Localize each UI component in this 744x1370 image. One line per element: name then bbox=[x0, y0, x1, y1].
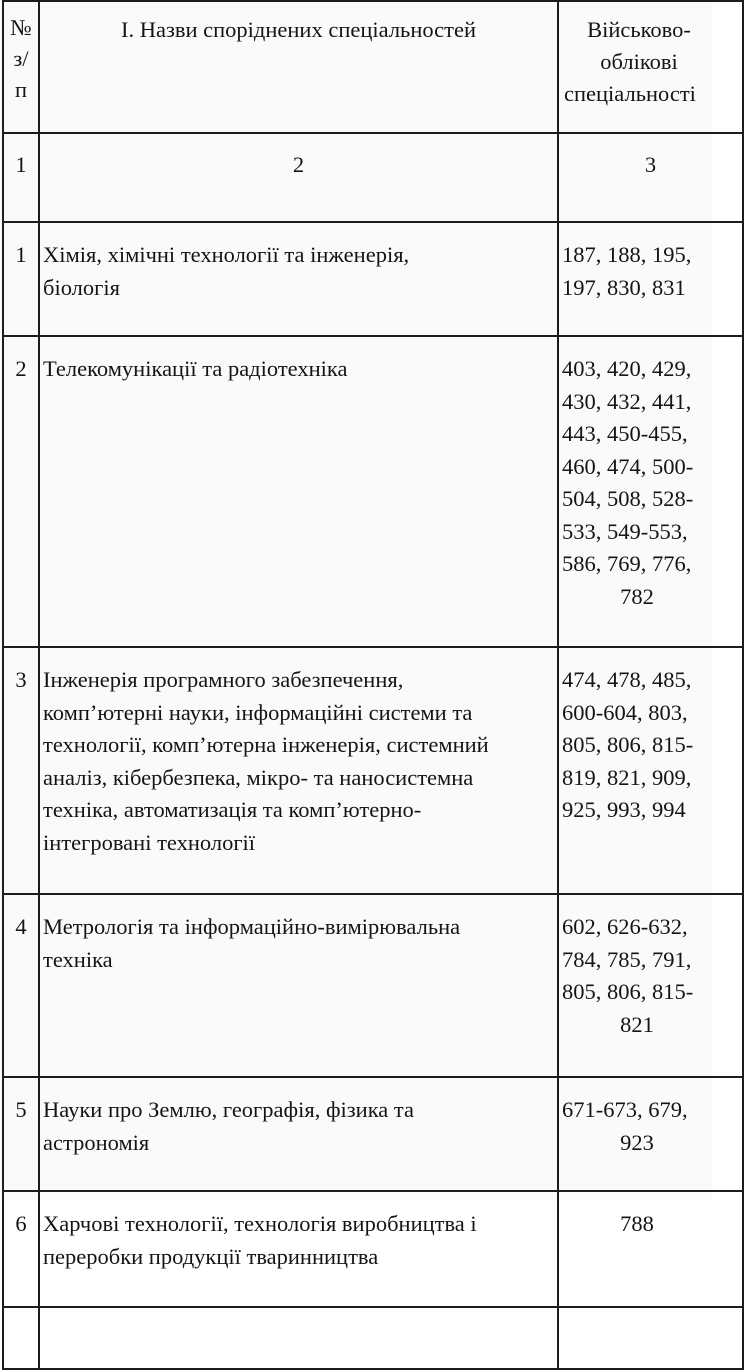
vos-code-line: 602, 626-632, bbox=[562, 914, 688, 939]
vos-code-line: 819, 821, 909, bbox=[562, 764, 692, 790]
column-index-row bbox=[3, 133, 743, 222]
specialties-table bbox=[2, 0, 744, 1370]
header-number-line: п bbox=[14, 77, 28, 102]
specialty-name-line: технології, комп’ютерна інженерія, системний bbox=[43, 732, 489, 757]
specialty-name-cell bbox=[39, 1077, 558, 1191]
specialty-name-line: Харчові технології, технологія виробництва і bbox=[43, 1211, 477, 1236]
specialty-name-line: аналіз, кібербезпека, мікро- та наносистемна bbox=[43, 764, 474, 790]
vos-code-line: 671-673, 679, bbox=[562, 1097, 688, 1122]
header-vos-line: облікові bbox=[600, 49, 678, 74]
vos-code-line: 784, 785, 791, bbox=[562, 946, 692, 972]
vos-code-line: 474, 478, 485, bbox=[562, 667, 692, 692]
header-number-line: з/ bbox=[13, 46, 29, 71]
table-cell-empty bbox=[39, 1307, 558, 1369]
header-number-line: № bbox=[10, 15, 32, 40]
column-index-cell: 2 bbox=[39, 133, 558, 222]
specialty-name-line: техніка bbox=[43, 946, 113, 972]
vos-code-line: 782 bbox=[620, 583, 654, 609]
table-row bbox=[3, 336, 743, 647]
table-row bbox=[3, 222, 743, 336]
vos-code-line: 586, 769, 776, bbox=[562, 551, 692, 576]
vos-code-line: 805, 806, 815- bbox=[562, 732, 694, 757]
vos-code-line: 925, 993, 994 bbox=[562, 797, 686, 822]
vos-codes-cell bbox=[558, 336, 743, 647]
vos-codes-cell bbox=[558, 647, 743, 894]
specialty-name-line: Інженерія програмного забезпечення, bbox=[43, 667, 404, 692]
table-row bbox=[3, 894, 743, 1077]
vos-codes-cell bbox=[558, 222, 743, 336]
row-number-cell: 3 bbox=[3, 647, 39, 894]
header-vos-cell bbox=[558, 1, 743, 133]
vos-code-line: 460, 474, 500- bbox=[562, 453, 694, 479]
header-name-cell bbox=[39, 1, 558, 133]
row-number-cell: 6 bbox=[3, 1191, 39, 1307]
header-vos-line: Військово- bbox=[587, 17, 691, 42]
vos-codes-cell bbox=[558, 1191, 743, 1307]
vos-codes-cell bbox=[558, 1077, 743, 1191]
vos-code-line: 430, 432, 441, bbox=[562, 388, 692, 414]
header-vos-line: спеціальності bbox=[564, 81, 696, 106]
specialty-name-cell bbox=[39, 336, 558, 647]
specialty-name-cell bbox=[39, 894, 558, 1077]
specialty-name-line: інтегровані технології bbox=[43, 829, 256, 855]
column-index-cell: 1 bbox=[3, 133, 39, 222]
vos-code-line: 533, 549-553, bbox=[562, 518, 688, 544]
row-number-cell: 2 bbox=[3, 336, 39, 647]
table-row bbox=[3, 1077, 743, 1191]
table-body bbox=[3, 222, 743, 1307]
specialty-name-line: астрономія bbox=[43, 1129, 150, 1155]
vos-code-line: 600-604, 803, bbox=[562, 699, 688, 725]
table-row bbox=[3, 647, 743, 894]
specialty-name-cell bbox=[39, 647, 558, 894]
vos-code-line: 443, 450-455, bbox=[562, 421, 688, 446]
header-number-cell bbox=[3, 1, 39, 133]
vos-code-line: 504, 508, 528- bbox=[562, 486, 694, 511]
specialty-name-line: переробки продукції тваринництва bbox=[43, 1243, 379, 1269]
vos-code-line: 403, 420, 429, bbox=[562, 356, 692, 381]
table-row bbox=[3, 1191, 743, 1307]
vos-code-line: 923 bbox=[620, 1129, 654, 1155]
table-cell-empty bbox=[3, 1307, 39, 1369]
vos-code-line: 805, 806, 815- bbox=[562, 979, 694, 1004]
specialty-name-line: техніка, автоматизація та комп’ютерно- bbox=[43, 797, 422, 822]
column-index-cell: 3 bbox=[558, 133, 743, 222]
vos-code-line: 788 bbox=[620, 1211, 654, 1236]
specialty-name-line: Науки про Землю, географія, фізика та bbox=[43, 1097, 415, 1122]
specialty-name-line: комп’ютерні науки, інформаційні системи та bbox=[43, 699, 473, 725]
specialty-name-line: біологія bbox=[43, 274, 120, 300]
row-number-cell: 1 bbox=[3, 222, 39, 336]
header-name-text: І. Назви споріднених спеціальностей bbox=[120, 17, 477, 42]
row-number-cell: 5 bbox=[3, 1077, 39, 1191]
vos-codes-cell bbox=[558, 894, 743, 1077]
table-header-row bbox=[3, 1, 743, 133]
vos-code-line: 197, 830, 831 bbox=[562, 274, 686, 300]
specialty-name-line: Хімія, хімічні технології та інженерія, bbox=[43, 242, 410, 267]
vos-code-line: 821 bbox=[620, 1011, 654, 1037]
specialty-name-cell bbox=[39, 1191, 558, 1307]
specialty-name-cell bbox=[39, 222, 558, 336]
row-number-cell: 4 bbox=[3, 894, 39, 1077]
vos-code-line: 187, 188, 195, bbox=[562, 242, 692, 267]
table-row-continuation bbox=[3, 1307, 743, 1369]
specialty-name-line: Телекомунікації та радіотехніка bbox=[43, 356, 348, 381]
specialty-name-line: Метрологія та інформаційно-вимірювальна bbox=[43, 914, 461, 939]
table-cell-empty bbox=[558, 1307, 743, 1369]
